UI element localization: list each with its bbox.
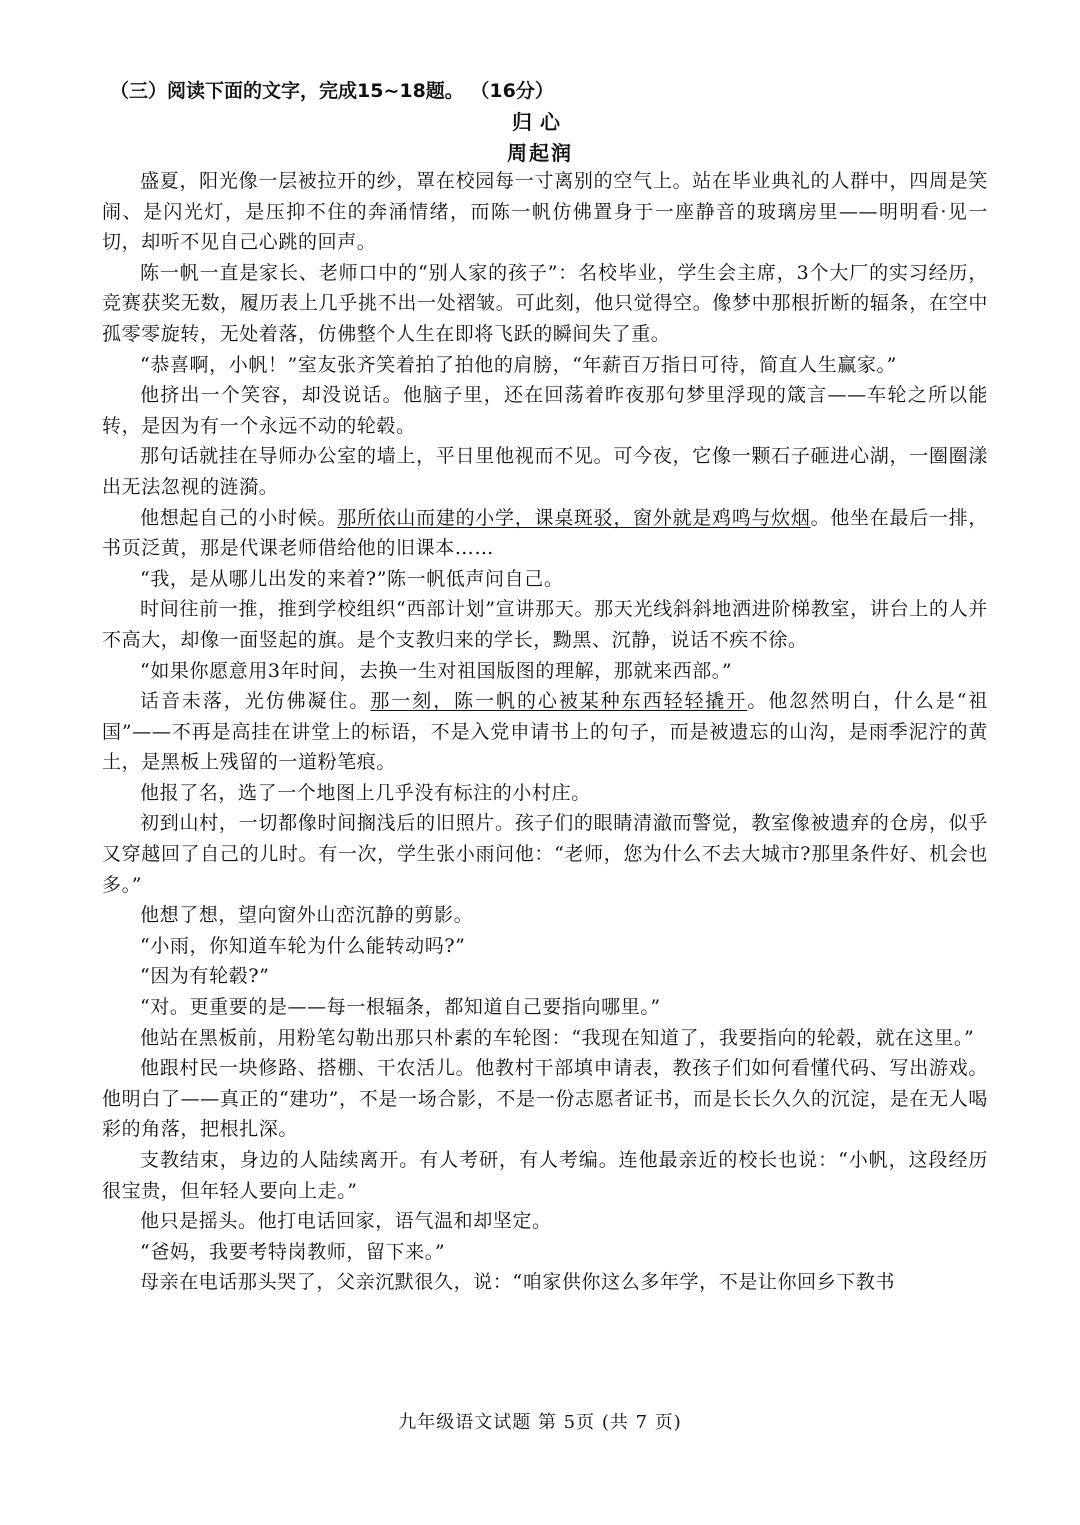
paragraph: 陈一帆一直是家长、老师口中的“别人家的孩子”：名校毕业，学生会主席，3个大厂的实习经历，竞赛获奖无数，履历表上几乎挑不出一处褶皱。可此刻，他只觉得空。像梦中那根折断的辐条，在空中孤零零旋转，无处着落，仿佛整个人生在即将飞跃的瞬间失了重。	[102, 261, 988, 345]
paragraph: “我，是从哪儿出发的来着?”陈一帆低声问自己。	[140, 567, 564, 590]
paragraph: 他只是摇头。他打电话回家，语气温和却坚定。	[140, 1210, 552, 1233]
article-author: 周起润	[507, 141, 573, 165]
paragraph: “爸妈，我要考特岗教师，留下来。”	[140, 1240, 446, 1263]
paragraph-text: 话音未落，光仿佛凝住。	[140, 690, 371, 713]
paragraph-text: 。他忽然明白，什么是“祖国”——不再是高挂在讲堂上的标语，不是入党申请书上的句子，而是被遗忘的山沟，是雨季泥泞的黄土，是黑板上残留的一道粉笔痕。	[102, 690, 988, 774]
underlined-sentence: 那所依山而建的小学，课桌斑驳，窗外就是鸡鸣与炊烟	[337, 506, 811, 529]
paragraph: 他报了名，选了一个地图上几乎没有标注的小村庄。	[140, 781, 591, 804]
paragraph: “因为有轮毂?”	[140, 965, 270, 988]
underlined-sentence: 那一刻，陈一帆的心被某种东西轻轻撬开	[370, 690, 748, 713]
paragraph: “对。更重要的是——每一根辐条，都知道自己要指向哪里。”	[140, 996, 661, 1019]
paragraph: 母亲在电话那头哭了，父亲沉默很久，说：“咱家供你这么多年学，不是让你回乡下教书	[140, 1271, 896, 1294]
paragraph: 盛夏，阳光像一层被拉开的纱，罩在校园每一寸离别的空气上。站在毕业典礼的人群中，四周是笑闹、是闪光灯，是压抑不住的奔涌情绪，而陈一帆仿佛置身于一座静音的玻璃房里——明明看·见一切，却听不见自己心跳的回声。	[102, 170, 988, 254]
paragraph	[102, 503, 988, 564]
paragraph: 他跟村民一块修路、搭棚、干农活儿。他教村干部填申请表，教孩子们如何看懂代码、写出游戏。他明白了——真正的“建功”，不是一场合影，不是一份志愿者证书，而是长长久久的沉淀，是在无人喝彩的角落，把根扎深。	[102, 1057, 988, 1141]
paragraph-text: 他想起自己的小时候。	[140, 506, 338, 529]
article-body	[102, 166, 988, 1298]
paragraph: “恭喜啊，小帆！”室友张齐笑着拍了拍他的肩膀，“年薪百万指日可待，简直人生赢家。”	[140, 353, 897, 376]
paragraph: 那句话就挂在导师办公室的墙上，平日里他视而不见。可今夜，它像一颗石子砸进心湖，一圈圈漾出无法忽视的涟漪。	[102, 445, 988, 498]
section-heading: （三）阅读下面的文字，完成15~18题。 （16分）	[110, 80, 554, 102]
paragraph: 他想了想，望向窗外山峦沉静的剪影。	[140, 904, 474, 927]
paragraph-text: 。他坐在最后一排，书页泛黄，那是代课老师借给他的旧课本……	[102, 506, 988, 560]
article-title: 归心	[512, 110, 568, 134]
paragraph: “如果你愿意用3年时间，去换一生对祖国版图的理解，那就来西部。”	[140, 659, 733, 682]
page-footer: 九年级语文试题 第 5页 (共 7 页)	[398, 1412, 682, 1433]
paragraph: 初到山村，一切都像时间搁浅后的旧照片。孩子们的眼睛清澈而警觉，教室像被遗弃的仓房，似乎又穿越回了自己的儿时。有一次，学生张小雨问他：“老师，您为什么不去大城市?那里条件好、机会也多。”	[102, 812, 988, 896]
paragraph: 时间往前一推，推到学校组织“西部计划”宣讲那天。那天光线斜斜地洒进阶梯教室，讲台上的人并不高大，却像一面竖起的旗。是个支教归来的学长，黝黑、沉静，说话不疾不徐。	[102, 598, 988, 651]
paragraph: 支教结束，身边的人陆续离开。有人考研，有人考编。连他最亲近的校长也说：“小帆，这段经历很宝贵，但年轻人要向上走。”	[102, 1149, 988, 1202]
paragraph: “小雨，你知道车轮为什么能转动吗?”	[140, 934, 466, 957]
paragraph: 他站在黑板前，用粉笔勾勒出那只朴素的车轮图：“我现在知道了，我要指向的轮毂，就在这里。”	[140, 1026, 975, 1049]
paragraph	[102, 686, 988, 778]
paragraph: 他挤出一个笑容，却没说话。他脑子里，还在回荡着昨夜那句梦里浮现的箴言——车轮之所以能转，是因为有一个永远不动的轮毂。	[102, 384, 988, 437]
